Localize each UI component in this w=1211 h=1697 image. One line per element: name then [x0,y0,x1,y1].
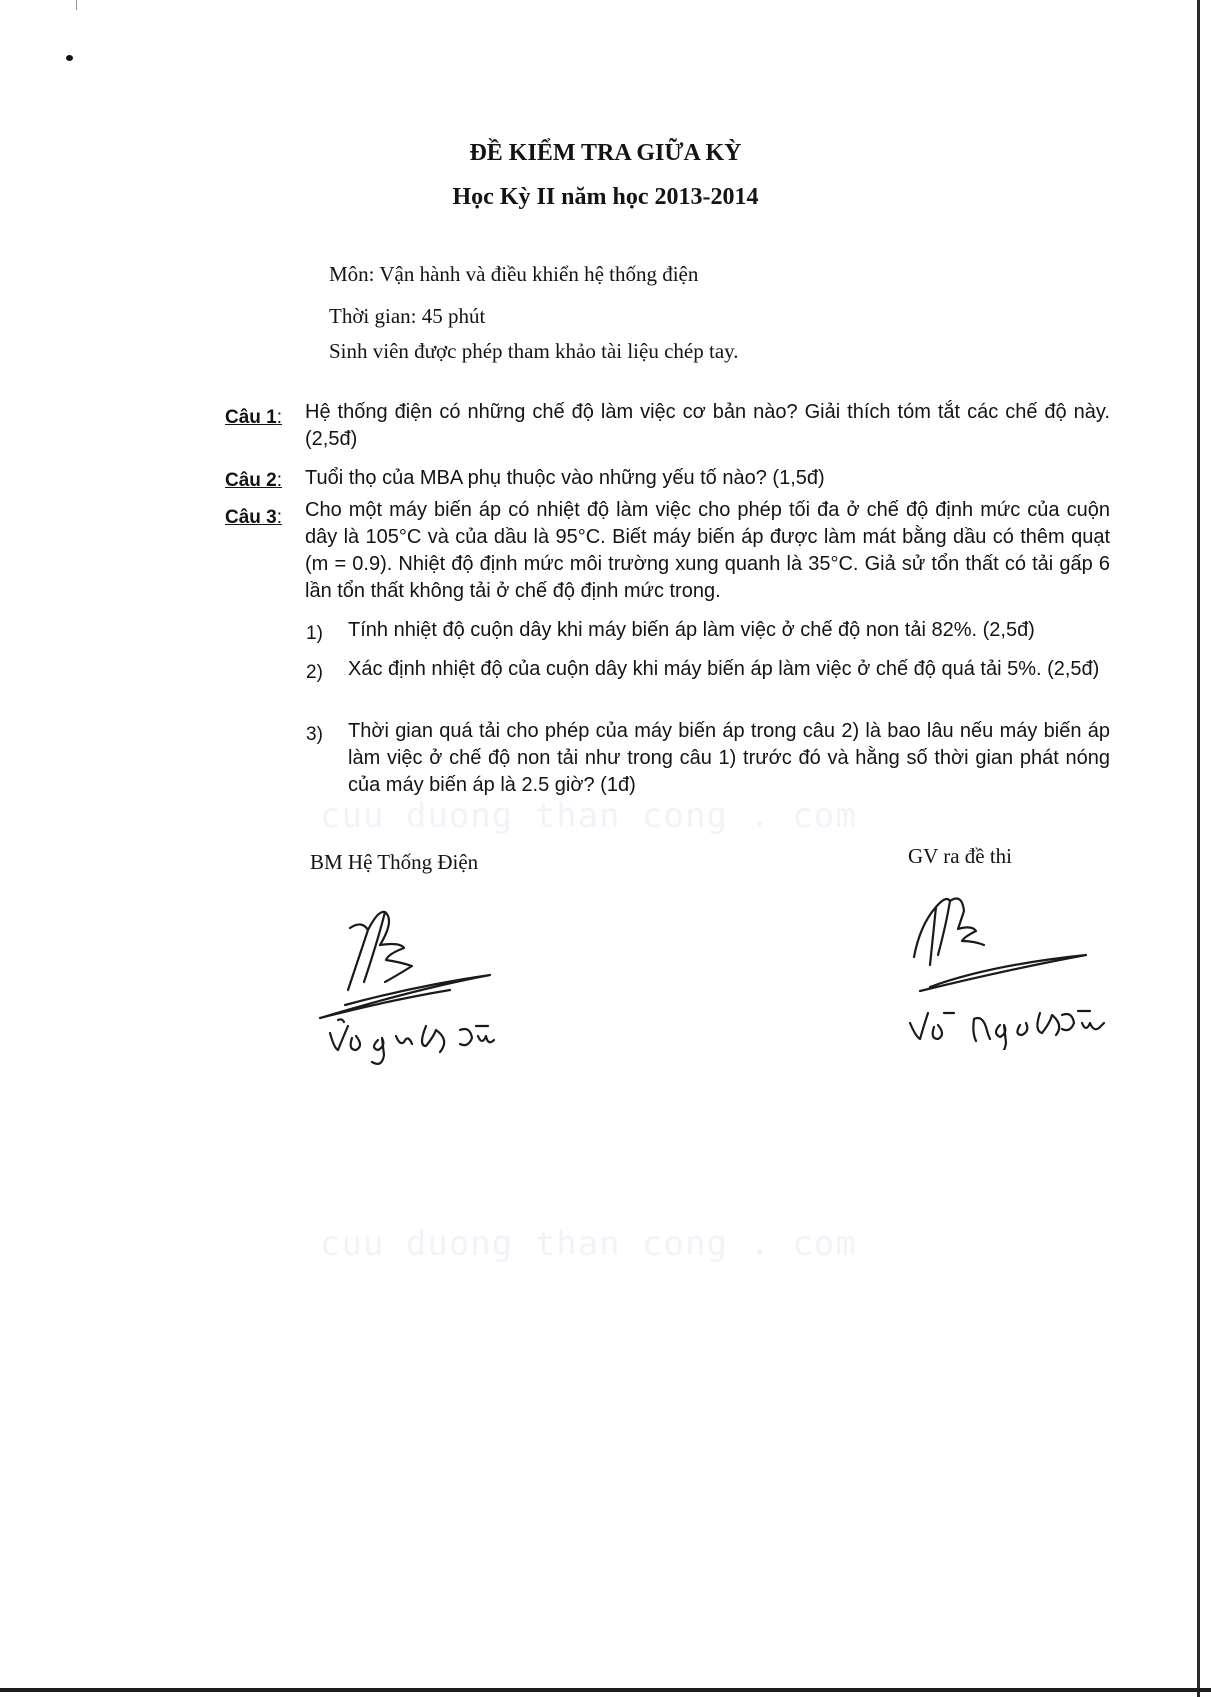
scan-border-right [1197,0,1200,1697]
subquestion-3-text: Thời gian quá tải cho phép của máy biến áp trong câu 2) là bao lâu nếu máy biến áp làm việc ở chế độ non tải như trong câu 1) trước đó và hằng số thời gian phát nóng của máy biến áp là 2.5 giờ? (1đ) [348,720,1110,796]
question-3-label: Câu 3: [225,507,283,528]
question-2-text: Tuổi thọ của MBA phụ thuộc vào những yếu tố nào? (1,5đ) [305,467,825,489]
note-line: Sinh viên được phép tham khảo tài liệu chép tay. [329,339,739,363]
lecturer-signature-label: GV ra đề thi [908,844,1013,868]
scan-speck [66,55,73,61]
subquestion-1-text: Tính nhiệt độ cuộn dây khi máy biến áp làm việc ở chế độ non tải 82%. (2,5đ) [348,619,1035,641]
subquestion-2-text: Xác định nhiệt độ của cuộn dây khi máy biến áp làm việc ở chế độ quá tải 5%. (2,5đ) [348,658,1100,680]
watermark: cuu duong than cong . com [320,796,857,836]
question-2-label: Câu 2: [225,470,283,491]
scan-mark [76,0,77,10]
scan-border-bottom [0,1688,1211,1692]
subquestion-3-number: 3) [306,724,323,745]
question-1-text: Hệ thống điện có những chế độ làm việc cơ bản nào? Giải thích tóm tắt các chế độ này. (2,5đ) [305,401,1110,450]
subquestion-1-number: 1) [306,623,323,644]
exam-title: ĐỀ KIỂM TRA GIỮA KỲ [469,140,742,166]
department-signature [300,890,560,1065]
watermark: cuu duong than cong . com [320,1224,857,1264]
time-line: Thời gian: 45 phút [329,304,486,328]
department-signature-label: BM Hệ Thống Điện [310,850,479,874]
subject-line: Môn: Vận hành và điều khiển hệ thống điện [329,262,699,286]
exam-semester: Học Kỳ II năm học 2013-2014 [452,184,759,210]
lecturer-signature [890,875,1150,1050]
subquestion-2-number: 2) [306,662,323,683]
question-3-text: Cho một máy biến áp có nhiệt độ làm việc cho phép tối đa ở chế độ định mức của cuộn dây là 105°C và của dầu là 95°C. Biết máy biến áp được làm mát bằng dầu có thêm quạt (m = 0.9). Nhiệt độ định mức môi trường xung quanh là 35°C. Giả sử tổn thất có tải gấp 6 lần tổn thất không tải ở chế độ định mức trong. [305,499,1110,602]
question-1-label: Câu 1: [225,407,283,428]
